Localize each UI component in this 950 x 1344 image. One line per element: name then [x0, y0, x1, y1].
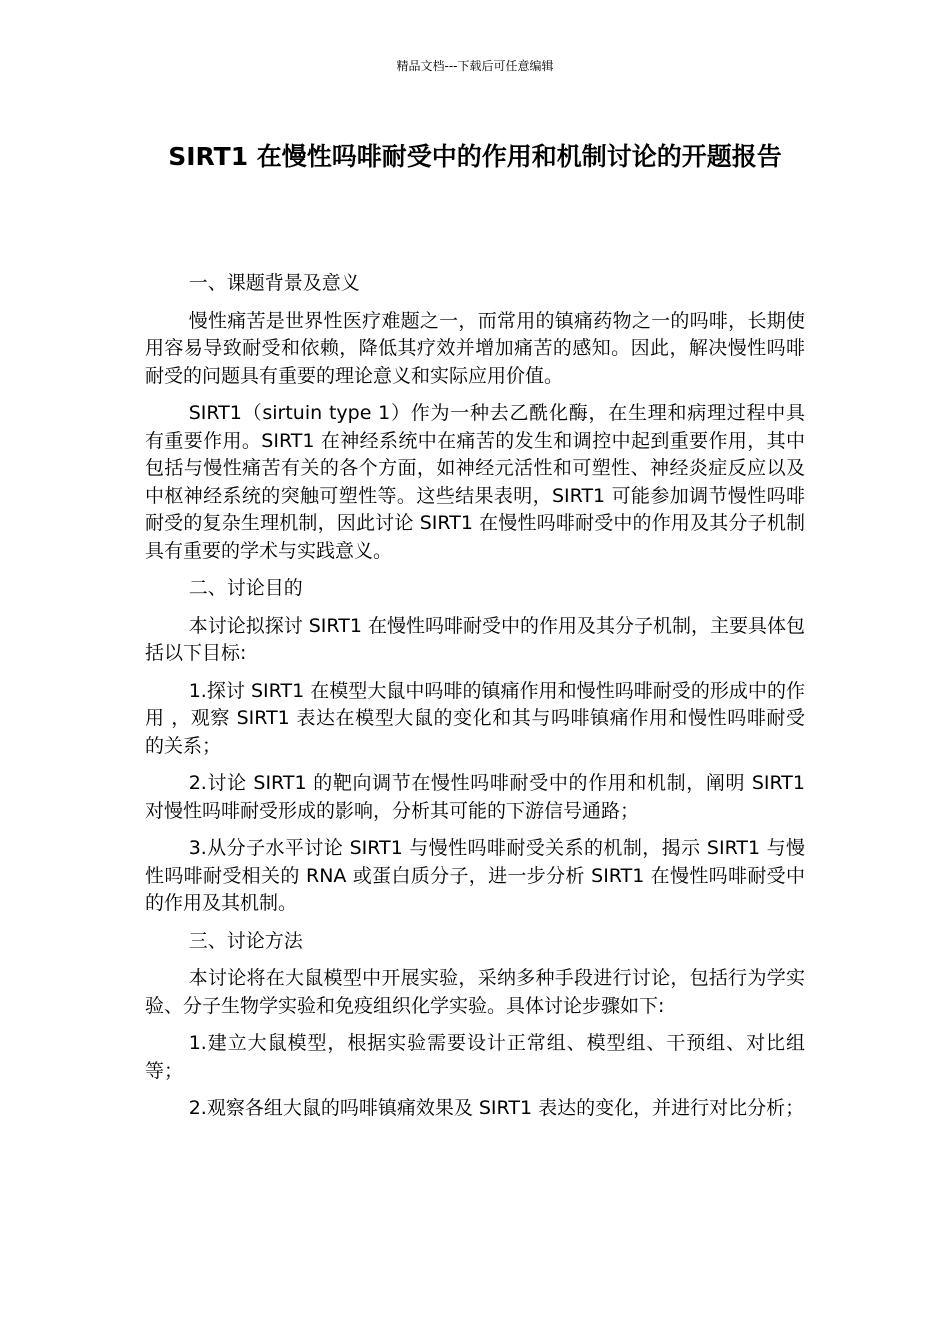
- section-heading-methods: 三、讨论方法: [188, 929, 303, 952]
- header-note: 精品文档---下载后可任意编辑: [396, 59, 554, 73]
- list-item: 1.建立大鼠模型，根据实验需要设计正常组、模型组、干预组、对比组等；: [145, 1032, 805, 1082]
- paragraph: SIRT1（sirtuin type 1）作为一种去乙酰化酶，在生理和病理过程中具有重要作用。SIRT1 在神经系统中在痛苦的发生和调控中起到重要作用，其中包括与慢性痛苦有关的各个方面，如神经元活性和可塑性、神经炎症反应以及中枢神经系统的突触可塑性等。这些结果表明，SIRT1 可能参加调节慢性吗啡耐受的复杂生理机制，因此讨论 SIRT1 在慢性吗啡耐受中的作用及其分子机制具有重要的学术与实践意义。: [145, 402, 805, 562]
- list-item: 3.从分子水平讨论 SIRT1 与慢性吗啡耐受关系的机制，揭示 SIRT1 与慢性吗啡耐受相关的 RNA 或蛋白质分子，进一步分析 SIRT1 在慢性吗啡耐受中的作用及其机制。: [145, 837, 805, 914]
- section-heading-purpose: 二、讨论目的: [188, 577, 303, 599]
- list-item: 2.讨论 SIRT1 的靶向调节在慢性吗啡耐受中的作用和机制，阐明 SIRT1 对慢性吗啡耐受形成的影响，分析其可能的下游信号通路；: [145, 772, 805, 822]
- list-item: 1.探讨 SIRT1 在模型大鼠中吗啡的镇痛作用和慢性吗啡耐受的形成中的作用 ，观察 SIRT1 表达在模型大鼠的变化和其与吗啡镇痛作用和慢性吗啡耐受的关系；: [145, 679, 805, 757]
- section-heading-background: 一、课题背景及意义: [188, 272, 360, 294]
- document-title: SIRT1 在慢性吗啡耐受中的作用和机制讨论的开题报告: [168, 142, 782, 171]
- paragraph: 本讨论拟探讨 SIRT1 在慢性吗啡耐受中的作用及其分子机制，主要具体包括以下目标:: [145, 614, 805, 664]
- document-body: [145, 270, 805, 1133]
- list-item: 2.观察各组大鼠的吗啡镇痛效果及 SIRT1 表达的变化，并进行对比分析；: [188, 1097, 805, 1119]
- paragraph: 慢性痛苦是世界性医疗难题之一，而常用的镇痛药物之一的吗啡，长期使用容易导致耐受和依赖，降低其疗效并增加痛苦的感知。因此，解决慢性吗啡耐受的问题具有重要的理论意义和实际应用价值。: [145, 309, 805, 387]
- paragraph: 本讨论将在大鼠模型中开展实验，采纳多种手段进行讨论，包括行为学实验、分子生物学实验和免疫组织化学实验。具体讨论步骤如下:: [145, 967, 805, 1017]
